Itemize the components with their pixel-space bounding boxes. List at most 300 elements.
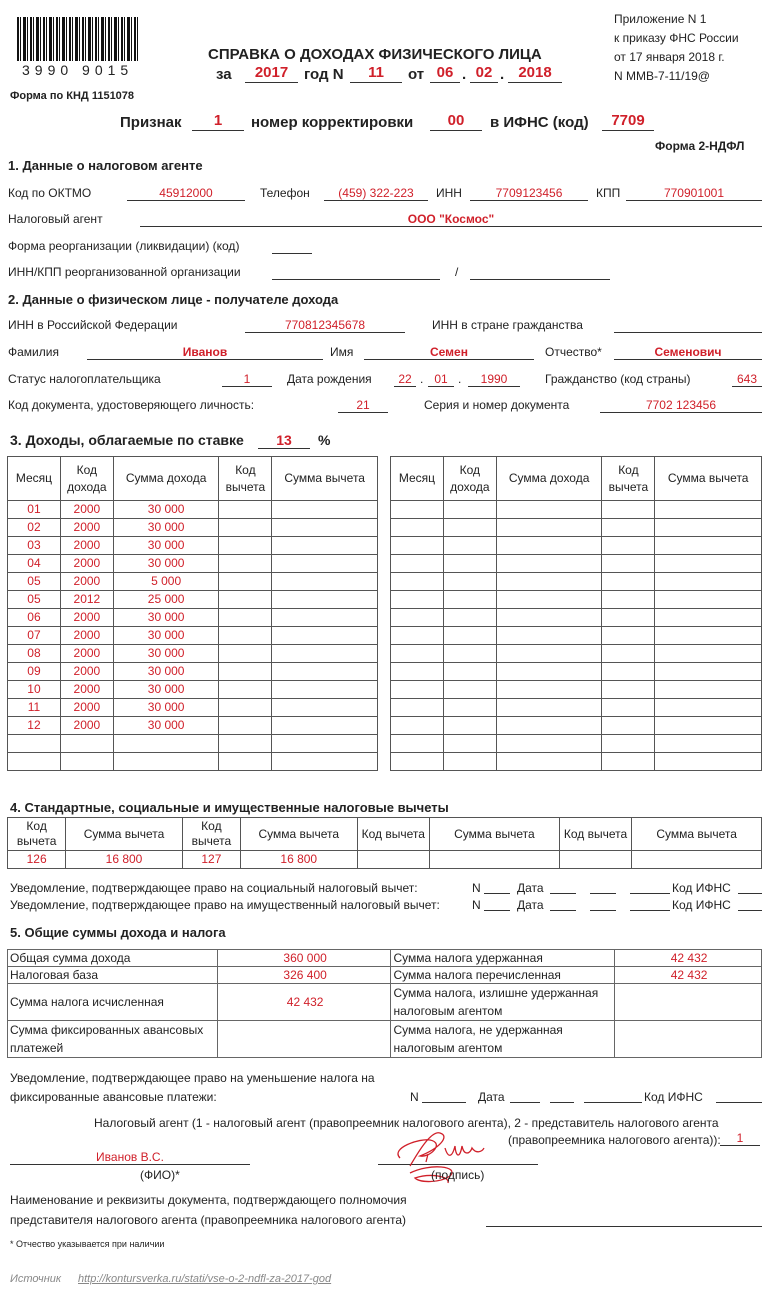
kpp-field[interactable]: 770901001 xyxy=(626,186,762,201)
section5-title: 5. Общие суммы дохода и налога xyxy=(10,925,226,940)
deduction-sum-cell[interactable] xyxy=(655,735,762,753)
col-deduction-code: Код вычета xyxy=(8,818,66,851)
income-code-cell[interactable] xyxy=(443,645,496,663)
appendix-line: Приложение N 1 xyxy=(614,12,707,26)
deduction-code-cell[interactable] xyxy=(219,735,272,753)
income-sum-cell[interactable] xyxy=(496,609,602,627)
income-sum-cell[interactable]: 30 000 xyxy=(113,537,219,555)
income-code-cell[interactable] xyxy=(443,699,496,717)
reorg-kpp-field[interactable] xyxy=(470,265,610,280)
income-sum-cell[interactable] xyxy=(496,735,602,753)
deduction-sum-cell[interactable] xyxy=(655,609,762,627)
income-sum-cell[interactable]: 25 000 xyxy=(113,591,219,609)
income-sum-cell[interactable] xyxy=(113,735,219,753)
month-cell[interactable] xyxy=(391,645,444,663)
reduction-year-field[interactable] xyxy=(584,1090,642,1103)
table-row xyxy=(391,537,762,555)
year-field[interactable]: 2017 xyxy=(245,64,298,83)
income-code-cell[interactable] xyxy=(443,501,496,519)
deduction-code-cell[interactable] xyxy=(357,851,430,869)
date-year-field[interactable]: 2018 xyxy=(508,64,562,83)
deduction-code-cell[interactable] xyxy=(219,753,272,771)
tax-transferred-value[interactable]: 42 432 xyxy=(615,967,762,984)
month-cell[interactable]: 06 xyxy=(8,609,61,627)
income-sum-cell[interactable] xyxy=(496,591,602,609)
deduction-sum-cell[interactable] xyxy=(272,699,378,717)
table-row xyxy=(8,717,378,735)
month-cell[interactable]: 03 xyxy=(8,537,61,555)
deduction-code-cell[interactable] xyxy=(219,699,272,717)
income-code-cell[interactable]: 2000 xyxy=(60,717,113,735)
income-code-cell[interactable]: 2000 xyxy=(60,501,113,519)
income-sum-cell[interactable] xyxy=(496,753,602,771)
col-deduction-sum: Сумма вычета xyxy=(655,457,762,501)
month-cell[interactable] xyxy=(8,753,61,771)
table-row xyxy=(8,851,762,869)
inn-rf-label: ИНН в Российской Федерации xyxy=(8,318,178,332)
notice-property-month-field[interactable] xyxy=(590,898,616,911)
patronymic-label: Отчество* xyxy=(545,345,602,359)
income-code-cell[interactable] xyxy=(60,735,113,753)
deduction-code-cell[interactable] xyxy=(602,681,655,699)
deduction-sum-cell[interactable] xyxy=(272,519,378,537)
date-month-field[interactable]: 02 xyxy=(470,64,498,83)
tax-withheld-label: Сумма налога удержанная xyxy=(391,950,615,967)
income-sum-cell[interactable]: 30 000 xyxy=(113,699,219,717)
name-label: Имя xyxy=(330,345,354,359)
table-row xyxy=(8,591,378,609)
income-sum-cell[interactable]: 30 000 xyxy=(113,681,219,699)
tax-base-label: Налоговая база xyxy=(8,967,218,984)
deduction-code-cell[interactable] xyxy=(602,735,655,753)
income-code-cell[interactable]: 2000 xyxy=(60,699,113,717)
tax-not-withheld-value[interactable] xyxy=(615,1021,762,1058)
month-cell[interactable] xyxy=(391,591,444,609)
col-month: Месяц xyxy=(8,457,61,501)
reduction-ifns-field[interactable] xyxy=(716,1090,762,1103)
col-income-sum: Сумма дохода xyxy=(496,457,602,501)
agent-inn-label: ИНН xyxy=(436,186,462,200)
deduction-code-cell[interactable] xyxy=(219,591,272,609)
income-code-cell[interactable]: 2000 xyxy=(60,537,113,555)
table-header xyxy=(8,818,762,851)
deduction-code-cell[interactable] xyxy=(602,609,655,627)
table-row xyxy=(8,537,378,555)
phone-field[interactable]: (459) 322-223 xyxy=(324,186,428,201)
deduction-sum-cell[interactable] xyxy=(655,627,762,645)
deduction-code-cell[interactable] xyxy=(602,537,655,555)
table-row xyxy=(391,681,762,699)
notice-social-month-field[interactable] xyxy=(590,881,616,894)
deduction-sum-cell[interactable] xyxy=(655,681,762,699)
fio-field[interactable]: Иванов В.С. xyxy=(10,1150,250,1165)
income-sum-cell[interactable] xyxy=(496,501,602,519)
citizenship-label: Гражданство (код страны) xyxy=(545,372,691,386)
deduction-code-cell[interactable] xyxy=(602,663,655,681)
income-sum-cell[interactable]: 30 000 xyxy=(113,555,219,573)
table-row xyxy=(8,1021,762,1058)
total-income-label: Общая сумма дохода xyxy=(8,950,218,967)
col-month: Месяц xyxy=(391,457,444,501)
tax-calculated-value[interactable]: 42 432 xyxy=(217,984,391,1021)
month-cell[interactable] xyxy=(391,717,444,735)
slash: / xyxy=(455,265,459,279)
surname-label: Фамилия xyxy=(8,345,59,359)
number-label: год N xyxy=(304,66,344,83)
tax-overwithheld-value[interactable] xyxy=(615,984,762,1021)
income-code-cell[interactable]: 2000 xyxy=(60,681,113,699)
deduction-code-cell[interactable]: 126 xyxy=(8,851,66,869)
deduction-sum-cell[interactable] xyxy=(632,851,762,869)
notice-social-n-field[interactable] xyxy=(484,881,510,894)
income-code-cell[interactable] xyxy=(443,555,496,573)
income-sum-cell[interactable]: 30 000 xyxy=(113,519,219,537)
income-sum-cell[interactable] xyxy=(496,627,602,645)
name-field[interactable]: Семен xyxy=(364,345,534,360)
income-sum-cell[interactable] xyxy=(496,699,602,717)
birth-year-field[interactable]: 1990 xyxy=(468,372,520,387)
month-cell[interactable] xyxy=(391,663,444,681)
col-income-sum: Сумма дохода xyxy=(113,457,219,501)
income-code-cell[interactable] xyxy=(443,717,496,735)
birth-month-field[interactable]: 01 xyxy=(428,372,454,387)
month-cell[interactable]: 08 xyxy=(8,645,61,663)
income-code-cell[interactable] xyxy=(443,681,496,699)
status-label: Статус налогоплательщика xyxy=(8,372,161,386)
date-separator: . xyxy=(500,66,505,83)
appendix-line: к приказу ФНС России xyxy=(614,31,739,45)
rate-field[interactable]: 13 xyxy=(258,432,310,449)
phone-label: Телефон xyxy=(260,186,310,200)
deduction-code-cell[interactable] xyxy=(602,717,655,735)
table-row xyxy=(391,519,762,537)
income-code-cell[interactable] xyxy=(443,735,496,753)
month-cell[interactable] xyxy=(8,735,61,753)
footnote: * Отчество указывается при наличии xyxy=(10,1239,165,1249)
col-income-code: Код дохода xyxy=(60,457,113,501)
ifns-label: в ИФНС (код) xyxy=(490,114,589,131)
month-cell[interactable]: 10 xyxy=(8,681,61,699)
date-day-field[interactable]: 06 xyxy=(430,64,460,83)
deduction-code-cell[interactable] xyxy=(602,573,655,591)
month-cell[interactable]: 05 xyxy=(8,573,61,591)
month-cell[interactable] xyxy=(391,519,444,537)
table-row xyxy=(8,573,378,591)
notice-social-ifns-field[interactable] xyxy=(738,881,762,894)
month-cell[interactable]: 11 xyxy=(8,699,61,717)
table-row xyxy=(391,555,762,573)
deduction-code-cell[interactable] xyxy=(602,699,655,717)
deduction-sum-cell[interactable] xyxy=(272,753,378,771)
reduction-date-label: Дата xyxy=(478,1090,505,1104)
deduction-code-cell[interactable] xyxy=(602,753,655,771)
income-code-cell[interactable] xyxy=(443,591,496,609)
month-cell[interactable]: 02 xyxy=(8,519,61,537)
month-cell[interactable]: 05 xyxy=(8,591,61,609)
notice-property-ifns-field[interactable] xyxy=(738,898,762,911)
table-row xyxy=(8,984,762,1021)
table-row xyxy=(8,555,378,573)
notice-social-year-field[interactable] xyxy=(630,881,670,894)
col-deduction-code: Код вычета xyxy=(182,818,240,851)
deduction-sum-cell[interactable] xyxy=(272,591,378,609)
income-code-cell[interactable]: 2000 xyxy=(60,645,113,663)
deduction-sum-cell[interactable] xyxy=(272,627,378,645)
kpp-label: КПП xyxy=(596,186,621,200)
income-code-cell[interactable] xyxy=(443,519,496,537)
income-code-cell[interactable] xyxy=(443,627,496,645)
deduction-code-cell[interactable] xyxy=(602,501,655,519)
month-cell[interactable] xyxy=(391,753,444,771)
deduction-sum-cell[interactable] xyxy=(655,501,762,519)
barcode xyxy=(17,17,139,61)
notice-ifns-label: Код ИФНС xyxy=(672,881,731,895)
income-sum-cell[interactable] xyxy=(496,663,602,681)
appendix-line: N ММВ-7-11/19@ xyxy=(614,69,710,83)
deduction-sum-cell[interactable] xyxy=(655,591,762,609)
table-row xyxy=(8,609,378,627)
total-income-value[interactable]: 360 000 xyxy=(217,950,391,967)
deduction-sum-cell[interactable]: 16 800 xyxy=(241,851,358,869)
col-deduction-sum: Сумма вычета xyxy=(430,818,560,851)
percent-sign: % xyxy=(318,432,331,448)
reduction-month-field[interactable] xyxy=(550,1090,574,1103)
reduction-day-field[interactable] xyxy=(510,1090,540,1103)
month-cell[interactable] xyxy=(391,627,444,645)
deduction-sum-cell[interactable] xyxy=(655,519,762,537)
deduction-sum-cell[interactable] xyxy=(272,573,378,591)
correction-label: номер корректировки xyxy=(251,114,414,131)
income-sum-cell[interactable] xyxy=(496,573,602,591)
deduction-code-cell[interactable]: 127 xyxy=(182,851,240,869)
month-cell[interactable] xyxy=(391,573,444,591)
section3-title: 3. Доходы, облагаемые по ставке xyxy=(10,432,244,448)
month-cell[interactable]: 07 xyxy=(8,627,61,645)
deduction-code-cell[interactable] xyxy=(602,591,655,609)
deduction-sum-cell[interactable] xyxy=(655,717,762,735)
deduction-code-cell[interactable] xyxy=(219,717,272,735)
reduction-n-field[interactable] xyxy=(422,1090,466,1103)
table-row xyxy=(8,663,378,681)
income-sum-cell[interactable]: 30 000 xyxy=(113,501,219,519)
income-code-cell[interactable] xyxy=(443,573,496,591)
section4-title: 4. Стандартные, социальные и имущественные налоговые вычеты xyxy=(10,800,449,815)
agent-type-field[interactable]: 1 xyxy=(720,1131,760,1146)
inn-foreign-field[interactable] xyxy=(614,318,762,333)
income-code-cell[interactable]: 2000 xyxy=(60,519,113,537)
income-sum-cell[interactable]: 30 000 xyxy=(113,627,219,645)
table-row xyxy=(8,967,762,984)
deduction-code-cell[interactable] xyxy=(559,851,632,869)
tax-base-value[interactable]: 326 400 xyxy=(217,967,391,984)
reduction-notice-label-2: фиксированные авансовые платежи: xyxy=(10,1090,217,1104)
income-sum-cell[interactable]: 5 000 xyxy=(113,573,219,591)
agent-type-label-2: (правопреемника налогового агента)): xyxy=(508,1133,721,1147)
income-sum-cell[interactable] xyxy=(496,519,602,537)
ifns-field[interactable]: 7709 xyxy=(602,112,654,131)
deduction-sum-cell[interactable] xyxy=(272,717,378,735)
deduction-sum-cell[interactable] xyxy=(655,555,762,573)
deduction-code-cell[interactable] xyxy=(219,663,272,681)
deduction-code-cell[interactable] xyxy=(219,645,272,663)
barcode-number: 3990 9015 xyxy=(22,62,134,78)
month-cell[interactable]: 01 xyxy=(8,501,61,519)
patronymic-field[interactable]: Семенович xyxy=(614,345,762,360)
month-cell[interactable] xyxy=(391,555,444,573)
agent-field[interactable]: ООО "Космос" xyxy=(140,212,762,227)
month-cell[interactable] xyxy=(391,501,444,519)
month-cell[interactable]: 12 xyxy=(8,717,61,735)
deduction-code-cell[interactable] xyxy=(219,519,272,537)
deduction-sum-cell[interactable] xyxy=(430,851,560,869)
deduction-code-cell[interactable] xyxy=(602,645,655,663)
deduction-code-cell[interactable] xyxy=(219,555,272,573)
section1-title: 1. Данные о налоговом агенте xyxy=(8,158,203,173)
deduction-code-cell[interactable] xyxy=(602,555,655,573)
income-code-cell[interactable] xyxy=(443,609,496,627)
inn-rf-field[interactable]: 770812345678 xyxy=(245,318,405,333)
table-row xyxy=(391,699,762,717)
deduction-code-cell[interactable] xyxy=(602,519,655,537)
month-cell[interactable] xyxy=(391,699,444,717)
deduction-sum-cell[interactable] xyxy=(655,663,762,681)
notice-date-label: Дата xyxy=(517,881,544,895)
deduction-sum-cell[interactable] xyxy=(272,645,378,663)
deduction-sum-cell[interactable]: 16 800 xyxy=(66,851,183,869)
deduction-sum-cell[interactable] xyxy=(272,735,378,753)
table-row xyxy=(8,699,378,717)
table-row xyxy=(391,735,762,753)
oktmo-field[interactable]: 45912000 xyxy=(127,186,245,201)
month-cell[interactable]: 09 xyxy=(8,663,61,681)
deduction-sum-cell[interactable] xyxy=(272,663,378,681)
col-deduction-code: Код вычета xyxy=(602,457,655,501)
income-code-cell[interactable]: 2000 xyxy=(60,663,113,681)
month-cell[interactable] xyxy=(391,537,444,555)
income-code-cell[interactable]: 2000 xyxy=(60,573,113,591)
deduction-code-cell[interactable] xyxy=(219,627,272,645)
table-row xyxy=(8,735,378,753)
doc-number-field[interactable]: 7702 123456 xyxy=(600,398,762,413)
deduction-code-cell[interactable] xyxy=(219,501,272,519)
notice-social-day-field[interactable] xyxy=(550,881,576,894)
tax-overwithheld-label: Сумма налога, излишне удержанная налоговым агентом xyxy=(391,984,615,1021)
birth-day-field[interactable]: 22 xyxy=(394,372,416,387)
deduction-sum-cell[interactable] xyxy=(655,537,762,555)
table-row xyxy=(391,753,762,771)
notice-property-year-field[interactable] xyxy=(630,898,670,911)
deduction-sum-cell[interactable] xyxy=(272,501,378,519)
deduction-sum-cell[interactable] xyxy=(272,681,378,699)
month-cell[interactable]: 04 xyxy=(8,555,61,573)
deduction-sum-cell[interactable] xyxy=(655,753,762,771)
income-sum-cell[interactable] xyxy=(496,537,602,555)
table-row xyxy=(391,627,762,645)
table-row xyxy=(391,645,762,663)
income-sum-cell[interactable] xyxy=(496,717,602,735)
agent-label: Налоговый агент xyxy=(8,212,103,226)
month-cell[interactable] xyxy=(391,681,444,699)
income-sum-cell[interactable] xyxy=(496,555,602,573)
date-separator: . xyxy=(458,372,462,386)
deduction-sum-cell[interactable] xyxy=(655,699,762,717)
income-code-cell[interactable]: 2000 xyxy=(60,627,113,645)
income-code-cell[interactable]: 2000 xyxy=(60,609,113,627)
agent-inn-field[interactable]: 7709123456 xyxy=(470,186,588,201)
income-code-cell[interactable] xyxy=(60,753,113,771)
income-sum-cell[interactable] xyxy=(496,645,602,663)
authority-doc-field[interactable] xyxy=(486,1214,762,1227)
income-code-cell[interactable] xyxy=(443,537,496,555)
table-row xyxy=(391,501,762,519)
notice-property-n-field[interactable] xyxy=(484,898,510,911)
month-cell[interactable] xyxy=(391,735,444,753)
income-sum-cell[interactable]: 30 000 xyxy=(113,645,219,663)
priznak-field[interactable]: 1 xyxy=(192,112,244,131)
fixed-advance-value[interactable] xyxy=(217,1021,391,1058)
notice-date-label: Дата xyxy=(517,898,544,912)
reduction-n-label: N xyxy=(410,1090,419,1104)
deduction-code-cell[interactable] xyxy=(219,681,272,699)
reduction-notice-label: Уведомление, подтверждающее право на уменьшение налога на xyxy=(10,1071,375,1085)
month-cell[interactable] xyxy=(391,609,444,627)
deduction-sum-cell[interactable] xyxy=(655,573,762,591)
deduction-code-cell[interactable] xyxy=(219,537,272,555)
table-row xyxy=(8,681,378,699)
table-row xyxy=(8,753,378,771)
agent-type-label: Налоговый агент (1 - налоговый агент (правопреемник налогового агента), 2 - представитель налогового агента xyxy=(94,1116,719,1130)
correction-field[interactable]: 00 xyxy=(430,112,482,131)
income-code-cell[interactable]: 2000 xyxy=(60,555,113,573)
authority-doc-label-2: представителя налогового агента (правопреемника налогового агента) xyxy=(10,1213,406,1227)
col-deduction-code: Код вычета xyxy=(219,457,272,501)
deduction-sum-cell[interactable] xyxy=(272,609,378,627)
deduction-code-cell[interactable] xyxy=(602,627,655,645)
income-code-cell[interactable]: 2012 xyxy=(60,591,113,609)
reorg-field[interactable] xyxy=(272,239,312,254)
income-sum-cell[interactable] xyxy=(113,753,219,771)
number-field[interactable]: 11 xyxy=(350,64,402,83)
deduction-sum-cell[interactable] xyxy=(272,555,378,573)
deduction-sum-cell[interactable] xyxy=(655,645,762,663)
notice-property-day-field[interactable] xyxy=(550,898,576,911)
income-sum-cell[interactable]: 30 000 xyxy=(113,609,219,627)
income-code-cell[interactable] xyxy=(443,753,496,771)
status-field[interactable]: 1 xyxy=(222,372,272,387)
income-table-left xyxy=(7,456,378,771)
source-link[interactable]: http://kontursverka.ru/stati/vse-o-2-ndfl-za-2017-god xyxy=(78,1273,332,1285)
section2-title: 2. Данные о физическом лице - получателе дохода xyxy=(8,292,339,307)
income-sum-cell[interactable] xyxy=(496,681,602,699)
doc-code-field[interactable]: 21 xyxy=(338,398,388,413)
surname-field[interactable]: Иванов xyxy=(87,345,323,360)
income-sum-cell[interactable]: 30 000 xyxy=(113,663,219,681)
reduction-ifns-label: Код ИФНС xyxy=(644,1090,703,1104)
tax-withheld-value[interactable]: 42 432 xyxy=(615,950,762,967)
citizenship-field[interactable]: 643 xyxy=(732,372,762,387)
income-code-cell[interactable] xyxy=(443,663,496,681)
deduction-code-cell[interactable] xyxy=(219,609,272,627)
tax-not-withheld-label: Сумма налога, не удержанная налоговым агентом xyxy=(391,1021,615,1058)
income-sum-cell[interactable]: 30 000 xyxy=(113,717,219,735)
deduction-sum-cell[interactable] xyxy=(272,537,378,555)
birth-label: Дата рождения xyxy=(287,372,372,386)
fio-label: (ФИО)* xyxy=(140,1168,180,1182)
table-row xyxy=(8,627,378,645)
reorg-inn-field[interactable] xyxy=(272,265,440,280)
deduction-code-cell[interactable] xyxy=(219,573,272,591)
priznak-label: Признак xyxy=(120,114,182,131)
